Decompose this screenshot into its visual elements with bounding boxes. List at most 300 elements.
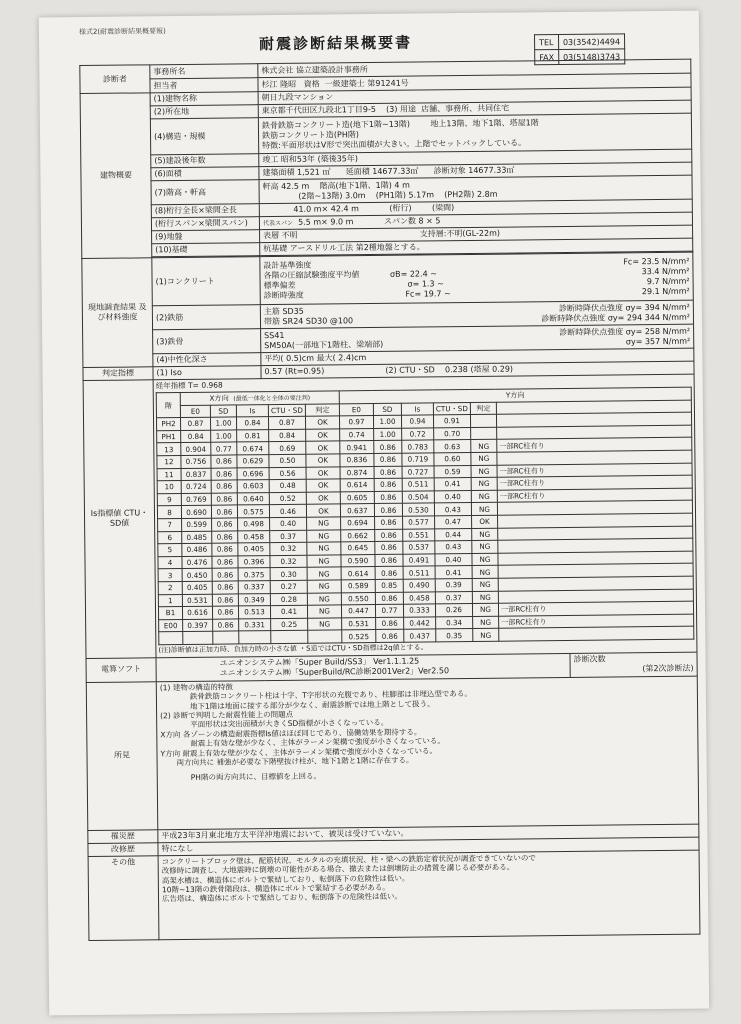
is-values-table: [156, 387, 695, 645]
cell-x-ctu: 0.30: [270, 568, 307, 581]
cell-x-sd: 0.86: [212, 543, 238, 556]
cell-x-judge: OK: [306, 466, 340, 479]
cell-y-ctu: 0.59: [434, 465, 471, 478]
person-label: 担当者: [150, 78, 258, 93]
other-cell: [158, 850, 700, 940]
cell-x-sd: 1.00: [210, 417, 236, 430]
cell-x-e0: 0.405: [182, 581, 212, 594]
cell-x-ctu: 0.40: [270, 517, 307, 530]
cell-y-is: 0.511: [402, 478, 434, 491]
cell-y-ctu: 0.40: [434, 490, 471, 503]
concrete-diag-min: Fc= 19.7 ~: [405, 288, 451, 299]
is-table-body: [156, 412, 693, 644]
cell-y-is: 0.437: [404, 629, 436, 642]
foundation-value: 杭基礎 アースドリル工法 第2種地盤とする。: [260, 238, 693, 256]
other-line-1: コンクリートブロック壁は、配筋状況、モルタルの充填状況、柱・梁への鉄筋定着状況が調査できていないので: [161, 853, 536, 867]
span-lengths: 41.0 m× 42.4 m: [293, 204, 359, 214]
cell-x-sd: 0.86: [212, 530, 238, 543]
col-y-sd: SD: [373, 403, 401, 416]
cell-floor: 11: [157, 468, 181, 481]
cell-x-judge: OK: [306, 504, 340, 517]
cell-y-sd: 0.86: [374, 478, 402, 491]
cell-x-ctu: 0.32: [270, 542, 307, 555]
cell-y-ctu: 0.70: [434, 427, 471, 440]
cell-y-ctu: 0.47: [435, 515, 472, 528]
x-direction-label: X方向: [209, 393, 229, 403]
qual-label: 資格: [303, 79, 320, 89]
document-page: [39, 11, 709, 1016]
cell-y-is: 0.333: [403, 604, 435, 617]
cell-y-e0: 0.662: [341, 529, 375, 542]
cell-y-judge: NG: [471, 490, 497, 503]
cell-x-e0: 0.616: [182, 606, 212, 619]
cell-y-is: 0.511: [403, 566, 435, 579]
cell-x-e0: 0.485: [182, 531, 212, 544]
cell-floor: 10: [157, 481, 181, 494]
cell-floor: E00: [159, 619, 183, 632]
cell-y-ctu: 0.37: [435, 591, 472, 604]
cell-y-is: 0.490: [403, 579, 435, 592]
cell-y-is: 0.727: [402, 465, 434, 478]
cell-x-sd: 0.86: [212, 593, 238, 606]
cell-y-is: 0.458: [403, 591, 435, 604]
cell-x-ctu: 0.52: [269, 492, 306, 505]
cell-x-sd: 0.86: [211, 467, 237, 480]
form-code: 様式2(耐震診断結果概要報): [78, 27, 166, 37]
judgment-label: 判定指標: [83, 367, 153, 381]
findings-line-6: 耐震上有効な壁が少なく、主体がラーメン架構で強度が小さくなっている。: [182, 745, 438, 758]
cell-y-ctu: 0.91: [433, 415, 470, 428]
cell-x-e0: 0.904: [181, 443, 211, 456]
cell-x-is: 0.337: [238, 580, 270, 593]
cell-y-sd: 0.86: [375, 516, 403, 529]
software-1: ユニオンシステム㈱「Super Build/SS3」 Ver1.1.1.25: [219, 656, 420, 669]
cell-x-sd: 0.86: [212, 518, 238, 531]
cell-x-sd: 0.86: [213, 619, 239, 632]
cell-floor: PH2: [156, 418, 180, 431]
rebar-label: (2)鉄筋: [152, 305, 260, 330]
cell-note: 一部RC柱有り: [498, 601, 693, 616]
structure-line1: 鉄骨鉄筋コンクリート造(地下1階~13階): [261, 119, 411, 130]
building-area: 建築面積 1,521 ㎡: [262, 167, 331, 178]
cell-y-is: 0.72: [402, 428, 434, 441]
cell-x-ctu: 0.46: [269, 505, 306, 518]
other-line-3: 高架水槽は、構造体にボルトで緊結しており、転倒落下の危険性は低い。: [161, 873, 410, 885]
year-label: (5)建設後年数: [151, 154, 259, 168]
cell-x-sd: 0.86: [211, 455, 237, 468]
cell-x-e0: 0.476: [182, 556, 212, 569]
cell-y-sd: 0.86: [375, 567, 403, 580]
cell-floor: 12: [157, 455, 181, 468]
cell-x-e0: [183, 631, 213, 644]
cell-y-judge: NG: [473, 628, 499, 641]
cell-y-sd: 0.86: [375, 554, 403, 567]
cell-floor: 2: [158, 581, 182, 594]
steel-grade-1-value: 診断時降伏点強度 σy= 258 N/mm²: [559, 326, 691, 337]
cell-y-sd: 0.86: [374, 453, 402, 466]
renovation-value: 特になし: [158, 837, 699, 856]
rebar-hoop-value: 診断時降伏点強度 σy= 294 344 N/mm²: [541, 312, 691, 323]
target-area: 診断対象 14677.33㎡: [433, 165, 515, 176]
cell-x-is: [239, 631, 271, 644]
cell-x-ctu: 0.25: [271, 618, 308, 631]
concrete-std-min: σ= 1.3 ~: [407, 278, 444, 289]
steel-grade-1: SS41: [264, 330, 285, 340]
cell-x-e0: 0.599: [182, 518, 212, 531]
cell-x-ctu: 0.56: [269, 467, 306, 480]
pitch-rep: 代表スパン: [262, 219, 294, 228]
ph1-height: (PH1階) 5.17m: [375, 189, 435, 200]
cell-y-e0: 0.74: [340, 428, 374, 441]
findings-line-2: 地下1階は地面に接する部分が少なく、耐震診断では地上階として扱う。: [189, 699, 435, 711]
cell-x-is: 0.696: [237, 467, 269, 480]
cell-note: 一部RC柱有り: [499, 614, 694, 629]
cell-x-judge: [308, 630, 342, 643]
cell-x-judge: OK: [305, 416, 339, 429]
cell-x-judge: NG: [308, 618, 342, 631]
cell-x-sd: 0.86: [212, 568, 238, 581]
cell-x-is: 0.81: [237, 429, 269, 442]
cell-x-ctu: 0.28: [270, 593, 307, 606]
pitch-value: 5.5 m× 9.0 m: [298, 217, 354, 227]
cell-floor: 3: [158, 569, 182, 582]
pitch-label: (桁行スパン×梁間スパン): [151, 217, 259, 231]
concrete-test-max: 33.4 N/mm²: [641, 266, 690, 276]
cell-x-e0: 0.724: [181, 480, 211, 493]
cell-floor: 13: [157, 443, 181, 456]
col-x-sd: SD: [210, 405, 236, 418]
cell-x-judge: OK: [306, 441, 340, 454]
cell-floor: B1: [158, 607, 182, 620]
cell-y-ctu: 0.41: [435, 566, 472, 579]
cell-x-ctu: 0.41: [270, 605, 307, 618]
ground-label: (9)地盤: [152, 230, 260, 244]
col-y-judge: 判定: [470, 402, 496, 415]
cell-y-judge: NG: [471, 440, 497, 453]
is-table-note: (注)診断値は正加力時、負加力時の小さな値 ・S造ではCTU・SD指標は2q値とする。: [158, 643, 428, 655]
cell-y-is: 0.719: [402, 453, 434, 466]
concrete-diag-max: 29.1 N/mm²: [641, 286, 690, 296]
concrete-diag: 診断時強度: [263, 290, 304, 300]
cell-y-sd: 0.86: [375, 592, 403, 605]
eave-height: 軒高 42.5 m: [262, 181, 310, 191]
name-label: (1)建物名称: [150, 92, 258, 106]
cell-y-is: 0.537: [403, 541, 435, 554]
ctu-label: (2) CTU・SD: [385, 365, 435, 375]
cell-x-sd: 0.86: [211, 480, 237, 493]
cell-y-judge: NG: [472, 553, 498, 566]
cell-x-sd: 0.77: [211, 442, 237, 455]
cell-y-judge: NG: [472, 528, 498, 541]
cell-y-sd: 0.77: [375, 604, 403, 617]
rebar-main: 主筋 SD35: [263, 306, 304, 316]
cell-y-ctu: 0.40: [435, 553, 472, 566]
cell-x-e0: 0.756: [181, 455, 211, 468]
cell-y-ctu: 0.43: [434, 503, 471, 516]
cell-x-e0: 0.837: [181, 468, 211, 481]
cell-y-sd: 0.86: [374, 504, 402, 517]
cell-y-ctu: 0.39: [435, 578, 472, 591]
steel-grade-2: SM50A(一部地下1階柱、梁端部): [264, 339, 384, 350]
order-label: 診断次数: [573, 654, 606, 664]
document-title: 耐震診断結果概要書: [258, 33, 413, 54]
structure-feature: 特徴:平面形状はV形で突出面積が大きい。上階でセットバックしている。: [262, 137, 527, 150]
cell-x-e0: 0.87: [180, 417, 210, 430]
cell-x-is: 0.603: [237, 480, 269, 493]
cell-x-judge: NG: [307, 567, 341, 580]
cell-x-judge: NG: [307, 605, 341, 618]
cell-note: 一部RC柱有り: [497, 463, 692, 478]
other-label: その他: [88, 856, 159, 941]
cell-y-sd: 0.86: [375, 541, 403, 554]
cell-y-sd: 0.86: [376, 629, 404, 642]
concrete-label: (1)コンクリート: [152, 257, 260, 306]
cell-y-e0: 0.941: [340, 441, 374, 454]
cell-y-sd: 0.86: [374, 466, 402, 479]
cell-y-ctu: 0.60: [434, 452, 471, 465]
cell-floor: 5: [158, 544, 182, 557]
cell-floor: 1: [158, 594, 182, 607]
cell-y-judge: [470, 414, 496, 427]
cell-y-e0: 0.614: [341, 567, 375, 580]
y-direction-header: Y方向: [339, 387, 691, 403]
use-label: (3) 用途: [386, 104, 417, 114]
cell-x-is: 0.405: [238, 543, 270, 556]
cell-y-judge: NG: [471, 503, 497, 516]
cell-y-is: 0.530: [402, 503, 434, 516]
cell-x-judge: NG: [307, 517, 341, 530]
other-line-2: 改修時に調査し、大地震時に倒壊の可能性がある場合、撤去または倒壊防止の措置を講じる必要がある。: [161, 862, 515, 876]
office-label: 事務所名: [150, 64, 258, 79]
col-y-is: Is: [401, 402, 433, 415]
cell-floor: [159, 632, 183, 645]
cell-y-sd: 0.85: [375, 579, 403, 592]
cell-y-ctu: 0.43: [435, 541, 472, 554]
cell-x-is: 0.640: [237, 492, 269, 505]
cell-x-is: 0.629: [237, 455, 269, 468]
cell-x-ctu: 0.50: [269, 454, 306, 467]
area-label: (6)面積: [151, 167, 259, 181]
cell-note: 一部RC柱有り: [497, 438, 692, 453]
fax-label: FAX: [535, 50, 559, 65]
cell-x-e0: 0.486: [182, 543, 212, 556]
cell-y-ctu: 0.26: [435, 604, 472, 617]
ground-value: 表層 不明: [263, 230, 298, 241]
address-label: (2)所在地: [150, 105, 258, 119]
concrete-test: 各階の圧縮試験強度平均値: [263, 269, 360, 280]
structure-line2: 鉄筋コンクリート造(PH階): [261, 129, 360, 140]
cell-y-judge: [471, 427, 497, 440]
cell-y-sd: 1.00: [374, 428, 402, 441]
findings-line-4: 各ゾーンの構造耐震指標Is値はほぼ同じであり、協働効果を期待する。: [182, 727, 422, 739]
cell-x-judge: OK: [306, 429, 340, 442]
year-value: 竣工 昭和53年 (築後35年): [259, 149, 692, 167]
diagnoser-label: 診断者: [80, 65, 150, 94]
cell-y-sd: 0.86: [374, 441, 402, 454]
cell-x-ctu: 0.69: [269, 442, 306, 455]
tel-value: 03(3542)4494: [558, 34, 624, 50]
cell-y-judge: OK: [471, 515, 497, 528]
is-table-label: Is指標値 CTU・SD値: [83, 380, 156, 659]
concrete-std: 標準偏差: [263, 280, 296, 290]
cell-x-is: 0.513: [238, 606, 270, 619]
cell-y-e0: 0.605: [340, 491, 374, 504]
cell-x-e0: 0.769: [181, 493, 211, 506]
cell-x-e0: 0.531: [182, 594, 212, 607]
cell-x-judge: OK: [306, 454, 340, 467]
cell-x-is: 0.331: [239, 618, 271, 631]
cell-x-ctu: 0.48: [269, 479, 306, 492]
other-line-5: 広告塔は、構造体にボルトで緊結しており、転倒落下の危険性は低い。: [161, 892, 403, 904]
order-box: [569, 653, 696, 677]
cell-y-e0: 0.637: [340, 504, 374, 517]
foundation-label: (10)基礎: [152, 243, 260, 257]
ph2-height: (PH2階) 2.8m: [444, 189, 498, 199]
summary-table: [79, 59, 700, 941]
floor-height-1: 階高(地下1階、1階) 4 m: [319, 180, 410, 191]
cell-y-is: 0.783: [402, 440, 434, 453]
col-x-e0: E0: [180, 405, 210, 418]
cell-y-sd: 0.86: [376, 617, 404, 630]
span-col1: (桁行): [389, 203, 412, 213]
cell-x-is: 0.396: [238, 555, 270, 568]
concrete-cell: [260, 252, 693, 305]
fax-value: 03(5148)3743: [558, 49, 624, 65]
cell-x-judge: NG: [307, 555, 341, 568]
other-line-4: 10階~13階の鉄骨階段は、構造体にボルトで緊結する必要がある。: [161, 882, 390, 895]
findings-line-5: 耐震上有効な壁が少なく、主体がラーメン架構で強度が小さくなっている。: [190, 736, 445, 749]
findings-heading-1: (1) 建物の構造的特徴: [159, 682, 233, 693]
cell-y-e0: 0.645: [341, 542, 375, 555]
cell-y-judge: NG: [471, 452, 497, 465]
steel-label: (3)鉄骨: [153, 329, 261, 354]
cell-y-judge: NG: [472, 591, 498, 604]
cell-x-is: 0.349: [238, 593, 270, 606]
cell-floor: 4: [158, 556, 182, 569]
renovation-label: 改修歴: [88, 843, 158, 857]
cell-y-ctu: 0.34: [436, 616, 473, 629]
span-col2: (梁間): [431, 203, 455, 213]
name-value: 朝日九段マンション: [258, 87, 691, 105]
order-value: (第2次診断法): [642, 663, 694, 674]
cell-y-sd: 0.86: [374, 491, 402, 504]
floors-value: 地上13階、地下1階、塔屋1階: [430, 117, 539, 128]
cell-x-judge: OK: [306, 479, 340, 492]
cell-x-judge: NG: [307, 592, 341, 605]
cell-y-ctu: 0.35: [436, 629, 473, 642]
cell-x-e0: 0.397: [183, 619, 213, 632]
aging-index: 経年指標 T= 0.968: [155, 380, 223, 391]
concrete-design-value: Fc= 23.5 N/mm²: [623, 256, 690, 266]
cell-floor: PH1: [157, 430, 181, 443]
cell-x-is: 0.375: [238, 568, 270, 581]
software-label: 電算ソフト: [86, 658, 156, 683]
ctu-value: 0.238 (塔屋 0.29): [444, 364, 514, 375]
cell-x-is: 0.674: [237, 442, 269, 455]
cell-y-e0: 0.836: [340, 453, 374, 466]
cell-x-is: 0.575: [237, 505, 269, 518]
cell-y-e0: 0.97: [339, 416, 373, 429]
concrete-std-max: 9.7 N/mm²: [646, 276, 690, 286]
col-x-ctu: CTU・SD: [268, 404, 305, 417]
col-y-e0: E0: [339, 403, 373, 416]
total-area: 延面積 14677.33㎡: [345, 166, 419, 177]
findings-line-8: PH階の両方向共に、目標値を上回る。: [190, 771, 321, 783]
damage-value: 平成23年3月東北地方太平洋沖地震において、被災は受けていない。: [158, 824, 699, 843]
findings-line-7: 補強が必要な下階壁抜け柱が、地下1階と1階に存在する。: [216, 755, 414, 767]
cell-x-sd: 0.86: [212, 556, 238, 569]
span-label: (8)桁行全長×梁間全長: [151, 204, 259, 218]
cell-x-is: 0.498: [238, 518, 270, 531]
cell-y-is: 0.442: [404, 617, 436, 630]
person-value: 杉江 隆昭: [261, 79, 297, 89]
cell-x-sd: 0.86: [211, 493, 237, 506]
y-direction-tag: Y方向: [160, 748, 181, 758]
cell-y-e0: 0.614: [340, 479, 374, 492]
cell-x-ctu: 0.32: [270, 555, 307, 568]
cell-y-e0: 0.447: [341, 605, 375, 618]
findings-line-1: 鉄骨鉄筋コンクリート柱は十字、T字形状の充腹であり、柱脚部は非埋込型である。: [189, 689, 472, 702]
cell-y-sd: 0.86: [375, 529, 403, 542]
cell-x-sd: [213, 631, 239, 644]
cell-y-ctu: 0.41: [434, 478, 471, 491]
cell-floor: 9: [157, 493, 181, 506]
software-2: ユニオンシステム㈱「SuperBuild/RC診断2001Ver2」Ver2.50: [219, 666, 450, 678]
steel-grade-2-value: σy= 357 N/mm²: [625, 336, 691, 346]
cell-x-judge: NG: [307, 542, 341, 555]
findings-line-3: 平面形状は突出面積が大きくSD指標が小さくなっている。: [190, 718, 389, 730]
cell-x-judge: NG: [307, 529, 341, 542]
structure-label: (4)構造・規模: [150, 118, 258, 155]
cell-y-judge: NG: [471, 477, 497, 490]
cell-x-is: 0.458: [238, 530, 270, 543]
col-x-judge: 判定: [305, 403, 339, 416]
col-y-ctu: CTU・SD: [433, 402, 470, 415]
iso-label: (1) Iso: [153, 366, 261, 380]
cell-x-judge: OK: [306, 492, 340, 505]
cell-y-e0: 0.531: [342, 617, 376, 630]
cell-x-ctu: [271, 630, 308, 643]
cell-y-e0: 0.694: [341, 516, 375, 529]
x-direction-tag: X方向: [160, 729, 181, 739]
cell-x-sd: 0.86: [212, 606, 238, 619]
cell-x-sd: 0.86: [212, 581, 238, 594]
use-value: 店舗、事務所、共同住宅: [421, 103, 510, 114]
cell-y-is: 0.577: [403, 516, 435, 529]
cell-x-ctu: 0.87: [268, 416, 305, 429]
cell-y-is: 0.94: [401, 415, 433, 428]
cell-note: 一部RC柱有り: [497, 488, 692, 503]
cell-x-ctu: 0.84: [269, 429, 306, 442]
cell-y-judge: NG: [472, 540, 498, 553]
rebar-hoop: 帯筋 SR24 SD30 @100: [263, 315, 354, 326]
cell-y-ctu: 0.63: [434, 440, 471, 453]
cell-x-e0: 0.690: [181, 506, 211, 519]
cell-x-ctu: 0.37: [270, 530, 307, 543]
survey-label: 現地調査結果 及び材料強度: [82, 258, 153, 368]
cell-y-sd: 1.00: [373, 415, 401, 428]
cell-y-judge: NG: [472, 578, 498, 591]
rebar-main-value: 診断時降伏点強度 σy= 394 N/mm²: [558, 302, 690, 313]
cell-x-sd: 0.86: [211, 505, 237, 518]
col-floor: 階: [156, 393, 180, 418]
note-sub: (最低一体化と全体の要注判): [233, 394, 311, 403]
cell-note: 一部RC柱有り: [497, 475, 692, 490]
cell-floor: 7: [158, 518, 182, 531]
cell-y-e0: 0.550: [341, 592, 375, 605]
overview-label: 建物概要: [80, 93, 152, 259]
cell-x-ctu: 0.27: [270, 580, 307, 593]
